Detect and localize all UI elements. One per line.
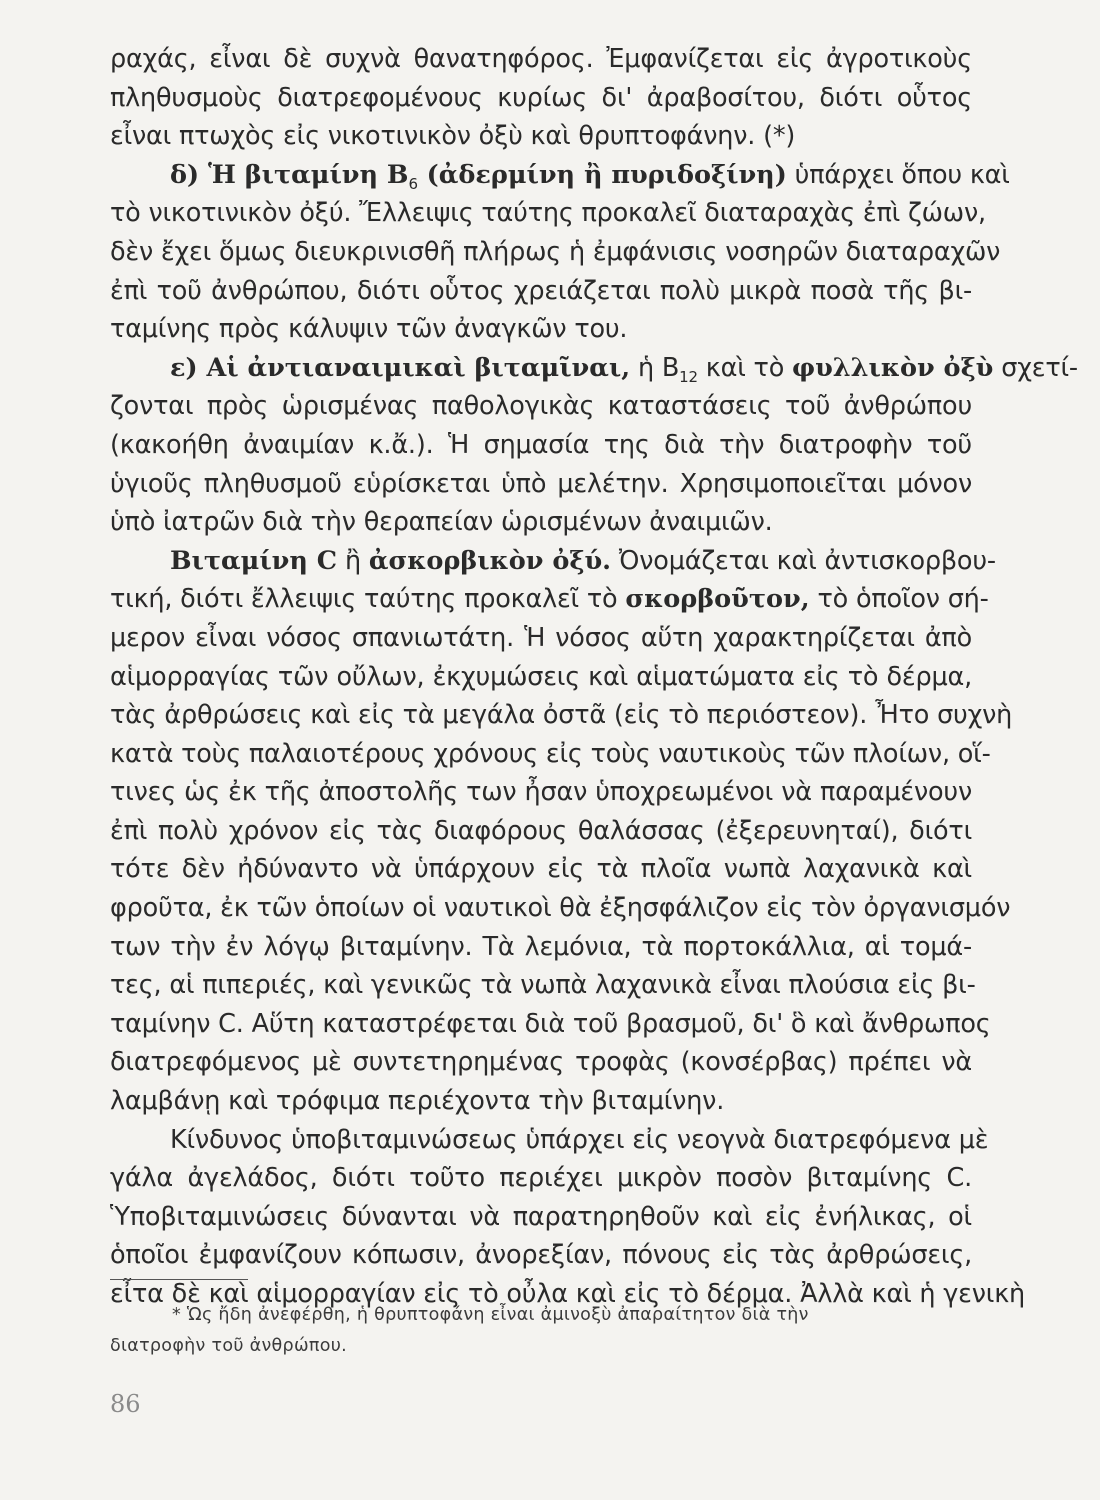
text-run: Ὀνομάζεται καὶ ἀντισκορβου- — [611, 545, 996, 576]
body-text — [110, 40, 1078, 1314]
text-line — [110, 1198, 972, 1237]
text-line — [110, 812, 972, 851]
text-line — [110, 928, 972, 967]
bold-term: σκορβοῦτον, — [625, 584, 810, 615]
text-line — [110, 696, 1013, 735]
text-line — [110, 1236, 972, 1275]
text-run: μερον εἶναι νόσος σπανιωτάτη. Ἡ νόσος αὕτη χαρακτηρίζεται ἀπὸ — [110, 622, 972, 653]
text-run: δὲν ἔχει ὅμως διευκρινισθῆ πλήρως ἡ ἐμφάνισις νοσηρῶν διαταραχῶν — [110, 236, 1001, 267]
bold-term: Βιταμίνη C — [170, 545, 338, 576]
text-run: διατρεφόμενος μὲ συντετηρημένας τροφὰς (κονσέρβας) πρέπει νὰ — [110, 1047, 972, 1078]
text-run: τες, αἱ πιπεριές, καὶ γενικῶς τὰ νωπὰ λαχανικὰ εἶναι πλούσια εἰς βι- — [110, 970, 976, 1001]
bold-term: δ) Ἡ βιταμίνη B — [170, 159, 409, 190]
text-run: πληθυσμοὺς διατρεφομένους κυρίως δι' ἀραβοσίτου, διότι οὗτος — [110, 82, 972, 113]
text-line — [110, 658, 972, 697]
text-line — [110, 1043, 972, 1082]
text-run: κατὰ τοὺς παλαιοτέρους χρόνους εἰς τοὺς ναυτικοὺς τῶν πλοίων, οἵ- — [110, 738, 991, 769]
text-run: ὑπὸ ἰατρῶν διὰ τὴν θεραπείαν ὡρισμένων ἀναιμιῶν. — [110, 507, 773, 538]
text-run: λαμβάνῃ καὶ τρόφιμα περιέχοντα τὴν βιταμίνην. — [110, 1086, 725, 1117]
text-line — [110, 850, 972, 889]
footnote-rule — [110, 1279, 248, 1280]
text-line — [110, 889, 1011, 928]
page-number: 86 — [110, 1390, 141, 1418]
text-run: τότε δὲν ἠδύναντο νὰ ὑπάρχουν εἰς τὰ πλοῖα νωπὰ λαχανικὰ καὶ — [110, 854, 972, 885]
footnote-line-1: * Ὡς ἤδη ἀνεφέρθη, ἡ θρυπτοφάνη εἶναι ἀμινοξὺ ἀπαραίτητον διὰ τὴν — [172, 1305, 809, 1325]
text-line — [110, 349, 1078, 388]
text-run: ταμίνην C. Αὕτη καταστρέφεται διὰ τοῦ βρασμοῦ, δι' ὃ καὶ ἄνθρωπος — [110, 1008, 991, 1039]
text-run: τὸ νικοτινικὸν ὀξύ. Ἔλλειψις ταύτης προκαλεῖ διαταραχὰς ἐπὶ ζώων, — [110, 198, 986, 229]
bold-term: (ἀδερμίνη ἢ πυριδοξίνη) — [417, 159, 787, 190]
text-line — [110, 387, 972, 426]
subscript: 6 — [408, 174, 418, 193]
text-line — [110, 426, 972, 465]
text-run: ὁποῖοι ἐμφανίζουν κόπωσιν, ἀνορεξίαν, πόνους εἰς τὰς ἀρθρώσεις, — [110, 1240, 972, 1271]
text-run: Κίνδυνος ὑποβιταμινώσεως ὑπάρχει εἰς νεογνὰ διατρεφόμενα μὲ — [170, 1124, 989, 1155]
text-line — [110, 79, 972, 118]
text-line — [110, 1159, 972, 1198]
text-run: τὰς ἀρθρώσεις καὶ εἰς τὰ μεγάλα ὀστᾶ (εἰς τὸ περιόστεον). Ἦτο συχνὴ — [110, 700, 1013, 731]
text-line — [110, 580, 989, 619]
text-run: ταμίνης πρὸς κάλυψιν τῶν ἀναγκῶν του. — [110, 314, 628, 345]
bold-term: φυλλικὸν ὀξὺ — [792, 352, 994, 383]
text-line — [110, 194, 986, 233]
text-line — [110, 542, 996, 581]
bold-term: ἀσκορβικὸν ὀξύ. — [368, 545, 612, 576]
text-run: τική, διότι ἔλλειψις ταύτης προκαλεῖ τὸ — [110, 584, 626, 615]
text-line — [110, 117, 972, 156]
text-run: εἶναι πτωχὸς εἰς νικοτινικὸν ὀξὺ καὶ θρυπτοφάνην. (*) — [110, 121, 796, 152]
text-line — [110, 503, 972, 542]
text-line — [110, 233, 1001, 272]
text-run: σχετί- — [993, 352, 1078, 383]
text-run: γάλα ἀγελάδος, διότι τοῦτο περιέχει μικρὸν ποσὸν βιταμίνης C. — [110, 1163, 972, 1194]
text-line — [110, 735, 991, 774]
text-line — [110, 1121, 989, 1160]
text-run: ἐπὶ πολὺ χρόνον εἰς τὰς διαφόρους θαλάσσας (ἐξερευνηταί), διότι — [110, 815, 972, 846]
footnote — [110, 1300, 972, 1362]
text-line — [110, 272, 972, 311]
text-run: εἶτα δὲ καὶ αἱμορραγίαν εἰς τὸ οὖλα καὶ εἰς τὸ δέρμα. Ἀλλὰ καὶ ἡ γενικὴ — [110, 1279, 1026, 1309]
bold-term: ε) Αἱ ἀντιαναιμικαὶ βιταμῖναι, — [170, 352, 631, 383]
text-run: ἢ — [337, 545, 369, 576]
text-run: αἱμορραγίας τῶν οὔλων, ἐκχυμώσεις καὶ αἱματώματα εἰς τὸ δέρμα, — [110, 661, 972, 692]
text-line — [110, 156, 1010, 195]
text-run: ὑγιοῦς πληθυσμοῦ εὑρίσκεται ὑπὸ μελέτην. Χρησιμοποιεῖται μόνον — [110, 468, 972, 499]
text-line — [110, 40, 972, 79]
text-line — [110, 966, 976, 1005]
text-run: ραχάς, εἶναι δὲ συχνὰ θανατηφόρος. Ἐμφανίζεται εἰς ἀγροτικοὺς — [110, 44, 972, 74]
text-line — [110, 773, 972, 812]
text-run: ζονται πρὸς ὡρισμένας παθολογικὰς καταστάσεις τοῦ ἀνθρώπου — [110, 391, 972, 422]
text-run: ἡ B — [630, 352, 680, 383]
text-run: καὶ τὸ — [697, 352, 792, 383]
text-run: ἐπὶ τοῦ ἀνθρώπου, διότι οὗτος χρειάζεται πολὺ μικρὰ ποσὰ τῆς βι- — [110, 275, 972, 306]
text-run: τὸ ὁποῖον σή- — [809, 584, 989, 615]
subscript: 12 — [679, 367, 698, 386]
text-run: των τὴν ἐν λόγῳ βιταμίνην. Τὰ λεμόνια, τὰ πορτοκάλλια, αἱ τομά- — [110, 931, 972, 962]
text-line — [110, 1082, 972, 1121]
text-line — [110, 619, 972, 658]
text-run: ὑπάρχει ὅπου καὶ — [786, 159, 1010, 190]
text-line — [110, 1005, 991, 1044]
text-line — [110, 310, 972, 349]
text-run: φροῦτα, ἐκ τῶν ὁποίων οἱ ναυτικοὶ θὰ ἐξησφάλιζον εἰς τὸν ὀργανισμόν — [110, 893, 1011, 924]
footnote-line-2: διατροφὴν τοῦ ἀνθρώπου. — [110, 1336, 348, 1356]
text-line — [110, 465, 972, 504]
text-run: (κακοήθη ἀναιμίαν κ.ἄ.). Ἡ σημασία της διὰ τὴν διατροφὴν τοῦ — [110, 429, 972, 460]
text-run: τινες ὡς ἐκ τῆς ἀποστολῆς των ἦσαν ὑποχρεωμένοι νὰ παραμένουν — [110, 777, 972, 808]
text-run: Ὑποβιταμινώσεις δύνανται νὰ παρατηρηθοῦν καὶ εἰς ἐνήλικας, οἱ — [110, 1201, 972, 1232]
